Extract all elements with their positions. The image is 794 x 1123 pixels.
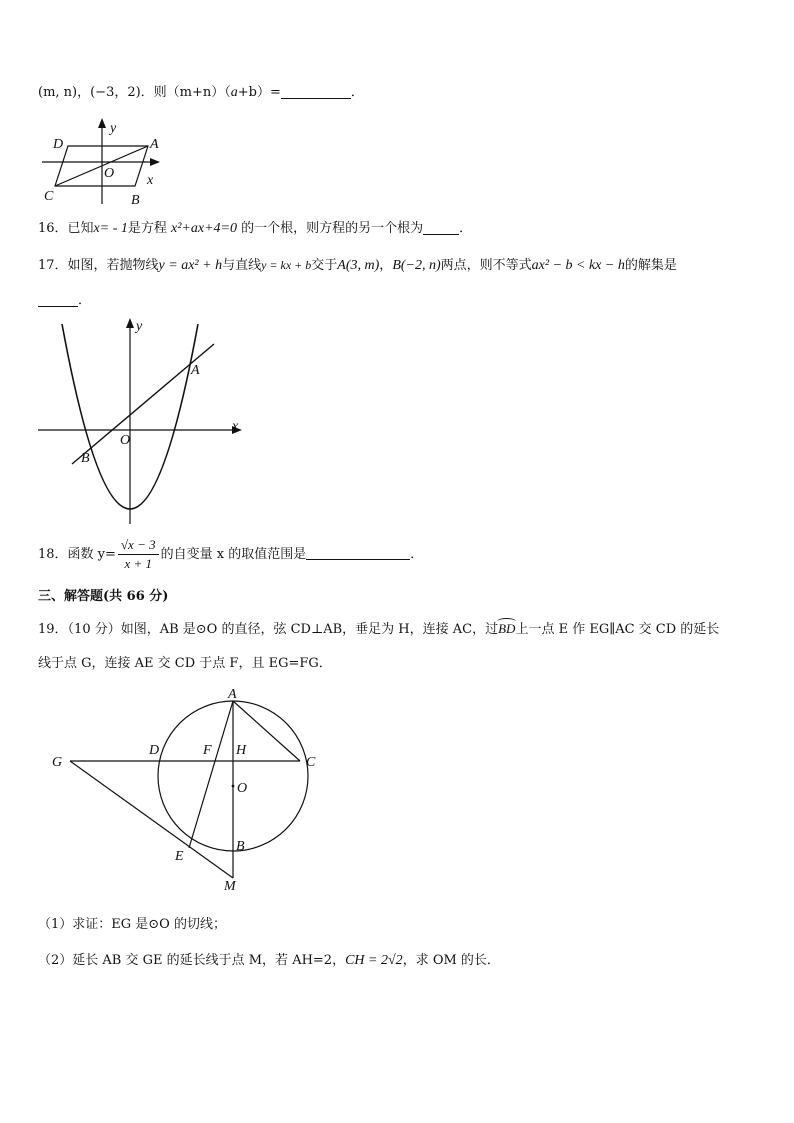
q18-fraction: $\frac{√x - 3}{x + 1}$ xyxy=(118,536,159,573)
q16-text: 16．已知x= - 1是方程 x²+ax+4=0 的一个根，则方程的另一个根为 ． xyxy=(38,221,473,236)
label-D: D xyxy=(53,137,64,152)
q16-answer-blank[interactable] xyxy=(423,220,459,235)
label-x: x xyxy=(232,419,239,434)
q17-figure xyxy=(36,316,248,526)
q17-answer-line: ． xyxy=(38,292,91,310)
q19-line1: 19．（10 分）如图，AB 是⊙O 的直径，弦 CD⊥AB，垂足为 H，连接 AC，过BD上一点 E 作 EG∥AC 交 CD 的延长 xyxy=(38,621,720,637)
label-F: F xyxy=(203,743,212,758)
label-B: B xyxy=(236,839,245,854)
q17-answer-blank[interactable] xyxy=(38,292,78,307)
q19-figure xyxy=(50,687,330,896)
label-C: C xyxy=(306,755,316,770)
label-y: y xyxy=(110,121,117,136)
label-A: A xyxy=(228,687,237,702)
section-title: 三、解答题(共 66 分) xyxy=(38,589,169,604)
label-H: H xyxy=(236,743,247,758)
label-y: y xyxy=(136,319,143,334)
label-O: O xyxy=(104,166,115,181)
label-O: O xyxy=(237,781,248,796)
q17-text: 17．如图，若抛物线y = ax² + h与直线y = kx + b交于A(3, m)，B(−2, n)两点，则不等式ax² − b < kx − h的解集是 xyxy=(38,258,677,273)
q19-part2: （2）延长 AB 交 GE 的延长线于点 M，若 AH=2，CH = 2√2，求 OM 的长． xyxy=(38,953,500,968)
q15-figure xyxy=(40,118,170,210)
q19-part1: （1）求证：EG 是⊙O 的切线； xyxy=(38,917,226,932)
q19-line2: 线于点 G，连接 AE 交 CD 于点 F，且 EG=FG． xyxy=(38,656,332,671)
q15-answer-blank[interactable] xyxy=(281,84,351,99)
arc-bd: BD xyxy=(498,621,516,636)
label-A: A xyxy=(191,363,200,378)
ch-expression: CH = 2√2 xyxy=(345,953,403,968)
q15-var-a: a xyxy=(230,85,238,100)
label-O: O xyxy=(120,433,131,448)
label-D: D xyxy=(149,743,160,758)
label-G: G xyxy=(52,755,63,770)
q18-answer-blank[interactable] xyxy=(306,545,410,560)
q18-text: 18．函数 y= $\frac{√x - 3}{x + 1}$ 的自变量 x 的取值范围是 ． xyxy=(38,537,424,571)
label-B: B xyxy=(81,451,90,466)
label-E: E xyxy=(175,849,184,864)
label-x: x xyxy=(147,173,154,188)
label-B: B xyxy=(131,193,140,208)
label-M: M xyxy=(224,879,236,894)
label-C: C xyxy=(44,189,54,204)
label-A: A xyxy=(150,137,159,152)
q15-text: (m, n)，(−3，2)．则（m+n）（a+b）= ． xyxy=(38,85,364,100)
